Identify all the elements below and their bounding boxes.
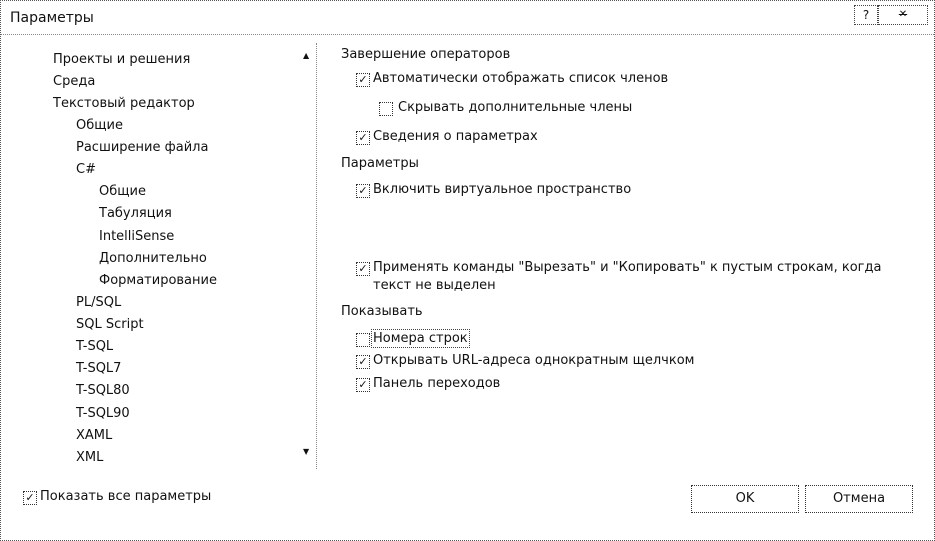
- tree-item-csharp[interactable]: C#: [76, 162, 96, 177]
- show-all-settings-checkbox[interactable]: ✓: [23, 491, 37, 505]
- tree-item-advanced[interactable]: Дополнительно: [99, 251, 207, 266]
- section-parameters: Параметры: [341, 156, 419, 171]
- virtual-space-label: Включить виртуальное пространство: [373, 182, 632, 197]
- scroll-down-icon[interactable]: ▼: [303, 447, 310, 456]
- line-numbers-label: Номера строк: [373, 331, 468, 346]
- tree-item-xml[interactable]: XML: [76, 450, 104, 465]
- tree-scrollbar[interactable]: [303, 51, 315, 461]
- tree-item-tsql[interactable]: T-SQL: [76, 339, 114, 354]
- hide-advanced-checkbox[interactable]: [379, 102, 393, 116]
- hide-advanced-label: Скрывать дополнительные члены: [398, 100, 633, 115]
- parameter-info-label: Сведения о параметрах: [373, 129, 538, 144]
- nav-bar-checkbox[interactable]: ✓: [356, 378, 370, 392]
- parameter-info-checkbox[interactable]: ✓: [356, 131, 370, 145]
- section-completion: Завершение операторов: [341, 47, 511, 62]
- tree-item-csharp-general[interactable]: Общие: [99, 184, 146, 199]
- cut-copy-blank-label-line1: Применять команды "Вырезать" и "Копировать" к пустым строкам, когда: [373, 260, 882, 275]
- scroll-up-icon[interactable]: ▲: [303, 51, 310, 60]
- options-tree[interactable]: [23, 43, 317, 469]
- tree-item-file-extension[interactable]: Расширение файла: [76, 140, 209, 155]
- cut-copy-blank-label-line2: текст не выделен: [373, 278, 496, 293]
- tree-item-tsql90[interactable]: T-SQL90: [76, 406, 130, 421]
- virtual-space-checkbox[interactable]: ✓: [356, 184, 370, 198]
- nav-bar-label: Панель переходов: [373, 376, 501, 391]
- tree-item-sql-script[interactable]: SQL Script: [76, 317, 144, 332]
- tree-item-xaml[interactable]: XAML: [76, 428, 113, 443]
- window-title: Параметры: [10, 10, 94, 26]
- cut-copy-blank-checkbox[interactable]: ✓: [356, 262, 370, 276]
- show-all-settings-label: Показать все параметры: [40, 489, 212, 504]
- help-button[interactable]: ?: [854, 5, 878, 25]
- ok-button[interactable]: OK: [691, 485, 799, 513]
- url-single-click-checkbox[interactable]: ✓: [356, 355, 370, 369]
- tree-item-general[interactable]: Общие: [76, 118, 123, 133]
- cancel-button[interactable]: Отмена: [805, 485, 913, 513]
- tree-item-environment[interactable]: Среда: [53, 74, 96, 89]
- auto-list-members-checkbox[interactable]: ✓: [356, 73, 370, 87]
- auto-list-members-label: Автоматически отображать список членов: [373, 71, 669, 86]
- tree-item-tabs[interactable]: Табуляция: [99, 206, 172, 221]
- tree-item-tsql80[interactable]: T-SQL80: [76, 383, 130, 398]
- url-single-click-label: Открывать URL-адреса однократным щелчком: [373, 353, 695, 368]
- tree-item-formatting[interactable]: Форматирование: [99, 273, 217, 288]
- tree-item-plsql[interactable]: PL/SQL: [76, 295, 122, 310]
- line-numbers-checkbox[interactable]: [356, 333, 370, 347]
- title-bar: [1, 1, 934, 35]
- tree-item-intellisense[interactable]: IntelliSense: [99, 229, 175, 244]
- section-display: Показывать: [341, 304, 423, 319]
- tree-item-tsql7[interactable]: T-SQL7: [76, 361, 122, 376]
- close-button[interactable]: ✕: [878, 5, 928, 25]
- tree-item-projects[interactable]: Проекты и решения: [53, 52, 191, 67]
- tree-item-text-editor[interactable]: Текстовый редактор: [53, 96, 195, 111]
